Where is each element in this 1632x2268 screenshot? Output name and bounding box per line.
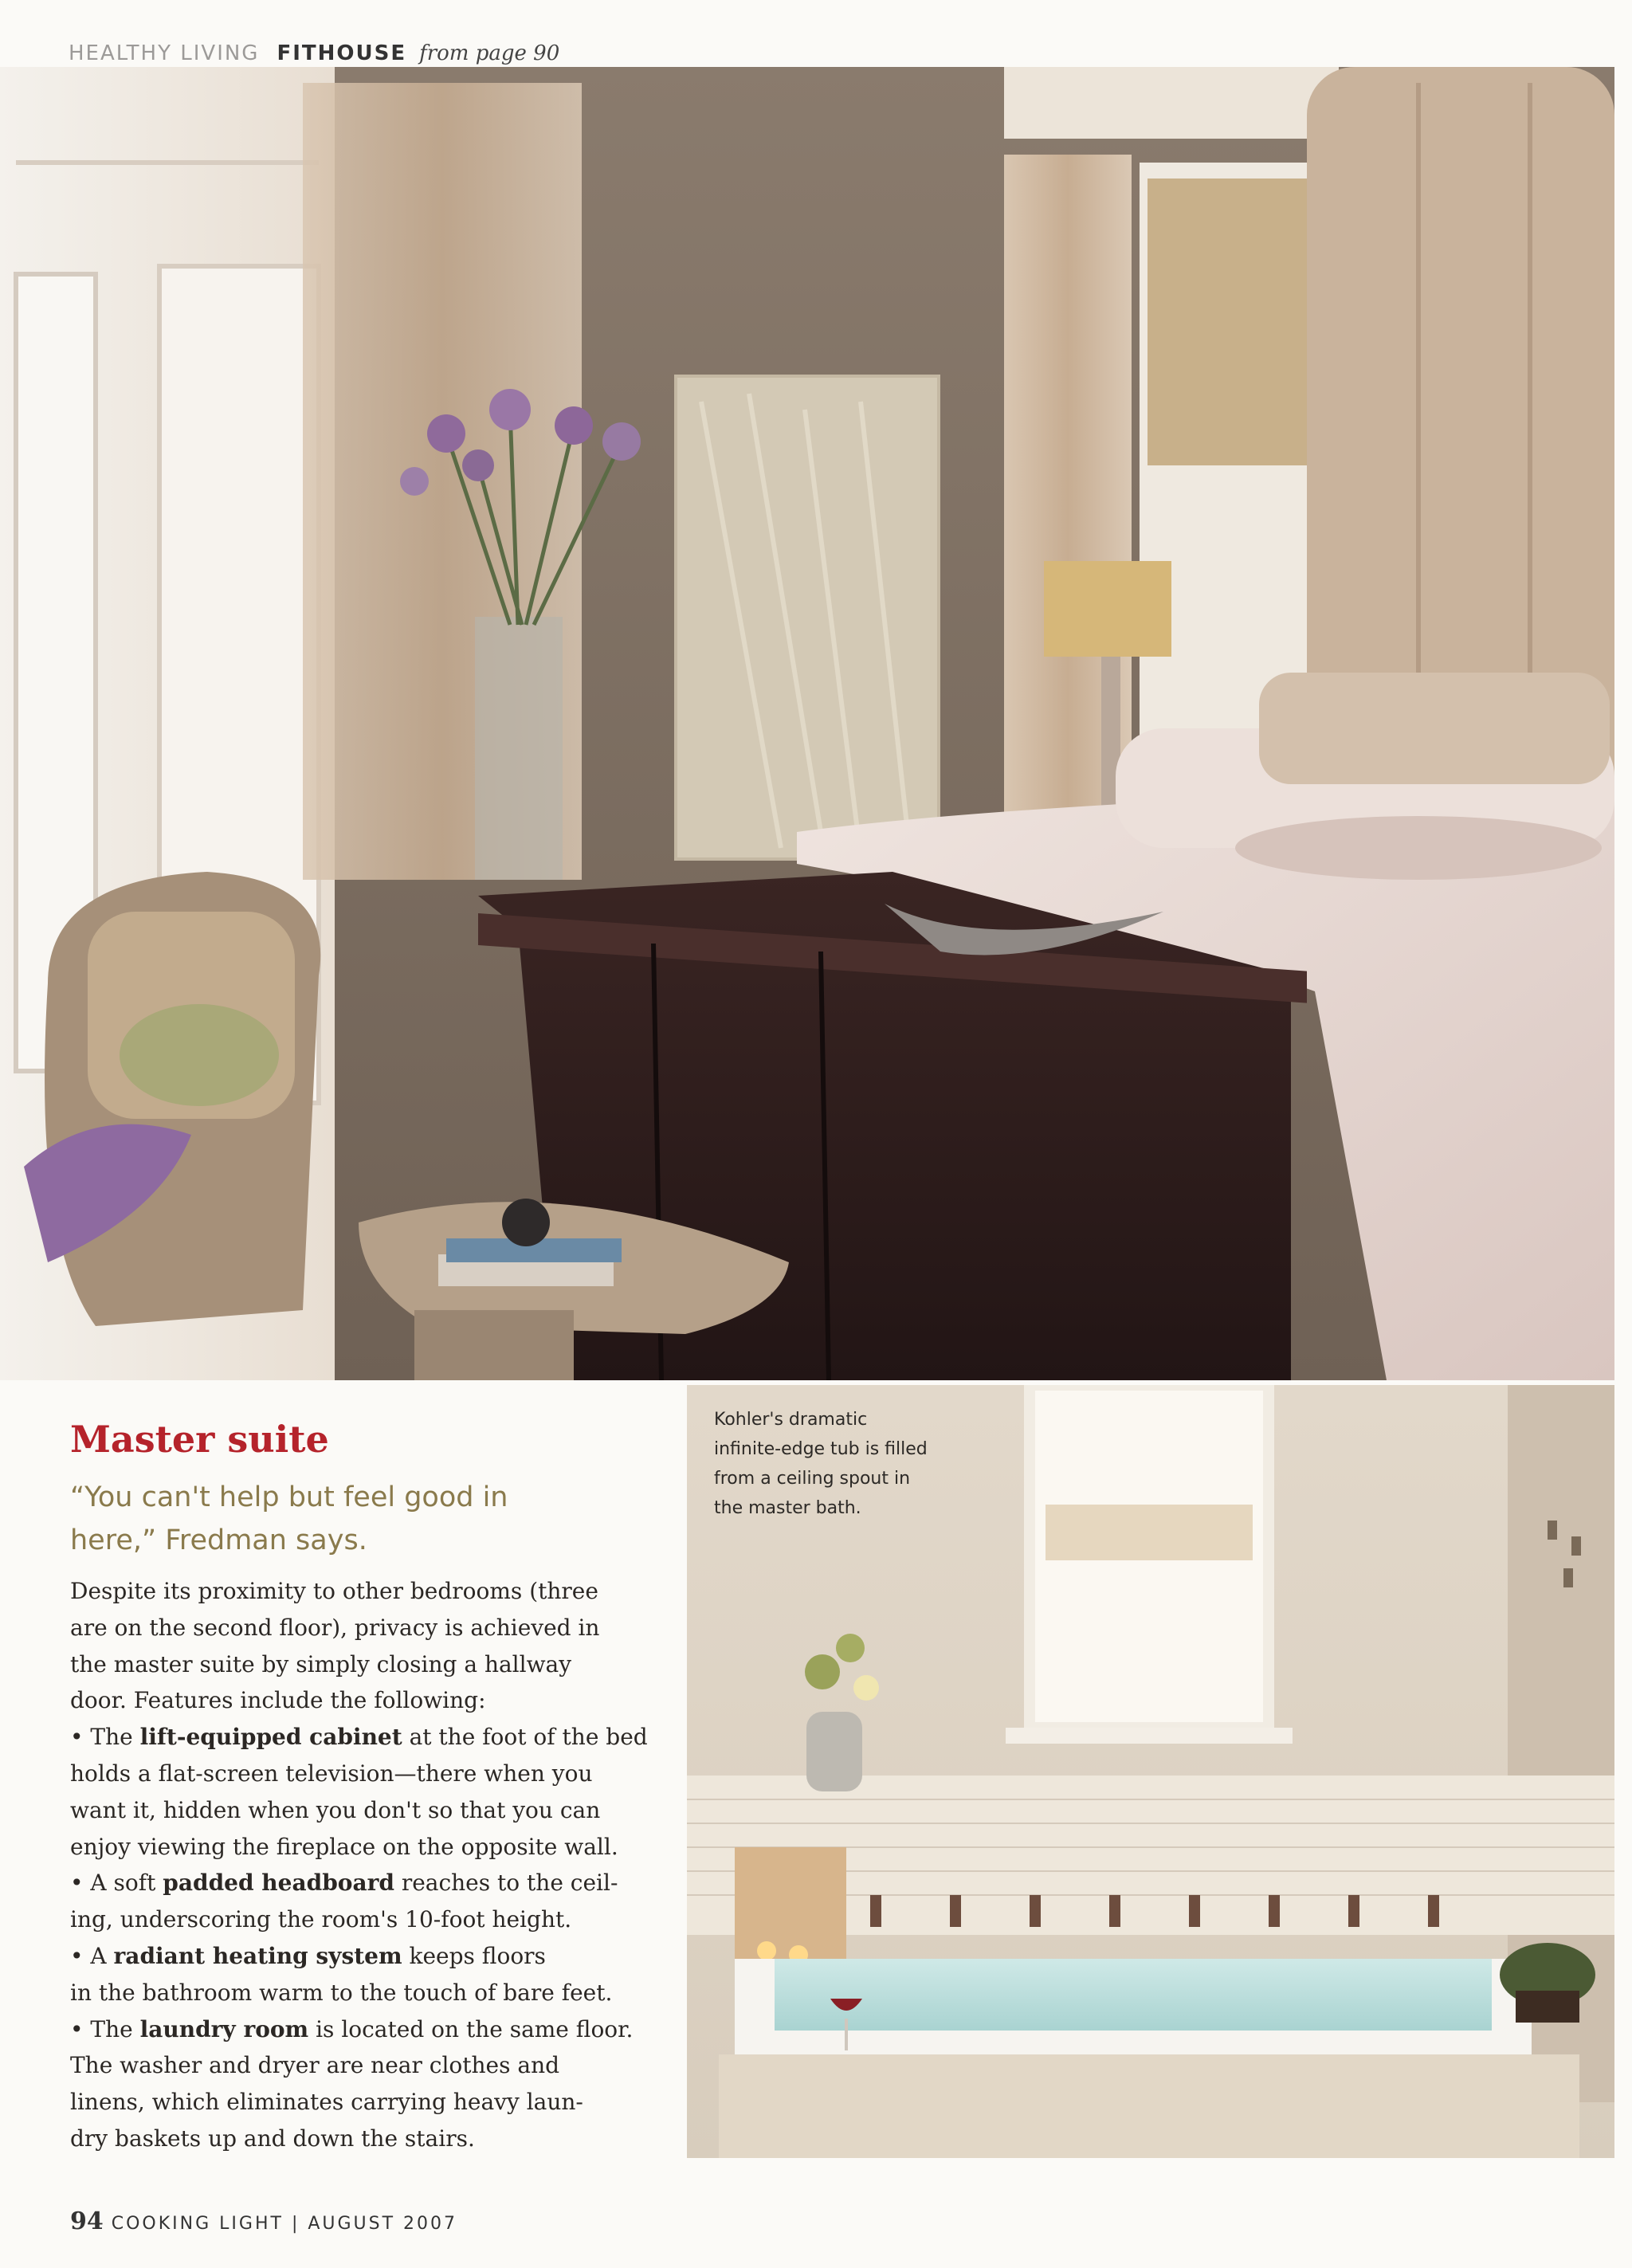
header-continued: from page 90 xyxy=(419,41,560,65)
caption-line: Kohler's dramatic xyxy=(714,1410,868,1430)
bullet-radiant-heating xyxy=(70,1938,660,1975)
caption-line: infinite-edge tub is filled xyxy=(714,1439,928,1459)
bullet-highlight: lift-equipped cabinet xyxy=(139,1724,402,1751)
body-line: dry baskets up and down the stairs. xyxy=(70,2125,475,2152)
body-line: linens, which eliminates carrying heavy laun- xyxy=(70,2089,583,2116)
page-footer xyxy=(70,2207,457,2235)
page-number: 94 xyxy=(70,2207,104,2235)
bullet-padded-headboard xyxy=(70,1865,660,1901)
bullet-lift-cabinet xyxy=(70,1719,660,1756)
body-line: door. Features include the following: xyxy=(70,1687,486,1714)
issue-date: AUGUST 2007 xyxy=(308,2214,458,2234)
body-line: are on the second floor), privacy is achieved in xyxy=(70,1614,600,1641)
bullet-text: • The xyxy=(70,2015,140,2042)
article-body xyxy=(70,1573,660,2157)
bullet-text: reaches to the ceil- xyxy=(394,1870,618,1897)
body-line: want it, hidden when you don't so that you can xyxy=(70,1796,601,1823)
article xyxy=(70,1417,660,2157)
caption-line: from a ceiling spout in xyxy=(714,1469,911,1489)
body-line: The washer and dryer are near clothes and xyxy=(70,2052,560,2079)
body-line: the master suite by simply closing a hallway xyxy=(70,1650,572,1677)
bullet-text: • A xyxy=(70,1942,114,1969)
bullet-highlight: laundry room xyxy=(139,2015,309,2042)
body-line: Despite its proximity to other bedrooms (three xyxy=(70,1578,598,1604)
body-line: ing, underscoring the room's 10-foot height. xyxy=(70,1906,572,1933)
bullet-text: at the foot of the bed xyxy=(402,1724,648,1751)
caption-line: the master bath. xyxy=(714,1498,861,1518)
article-deck: “You can't help but feel good in here,” Fredman says. xyxy=(70,1481,508,1556)
bullet-text: • A soft xyxy=(70,1870,163,1897)
bullet-text: • The xyxy=(70,1724,140,1751)
photo-caption xyxy=(714,1405,985,1523)
article-title: Master suite xyxy=(70,1418,329,1461)
body-line: enjoy viewing the fireplace on the opposite wall. xyxy=(70,1833,618,1860)
body-line: holds a flat-screen television—there when you xyxy=(70,1760,593,1787)
bullet-text: is located on the same floor. xyxy=(308,2015,634,2042)
header-kicker: HEALTHY LIVING xyxy=(69,41,260,65)
bullet-highlight: padded headboard xyxy=(163,1870,394,1897)
bedroom-photo xyxy=(0,67,1614,1380)
running-header xyxy=(69,41,559,65)
body-line: in the bathroom warm to the touch of bare feet. xyxy=(70,1979,613,2006)
footer-separator: | xyxy=(291,2214,300,2234)
bullet-text: keeps floors xyxy=(402,1942,546,1969)
bullet-highlight: radiant heating system xyxy=(113,1942,402,1969)
bullet-laundry-room xyxy=(70,2011,660,2048)
magazine-name: COOKING LIGHT xyxy=(111,2214,284,2234)
header-section: FITHOUSE xyxy=(277,41,407,65)
